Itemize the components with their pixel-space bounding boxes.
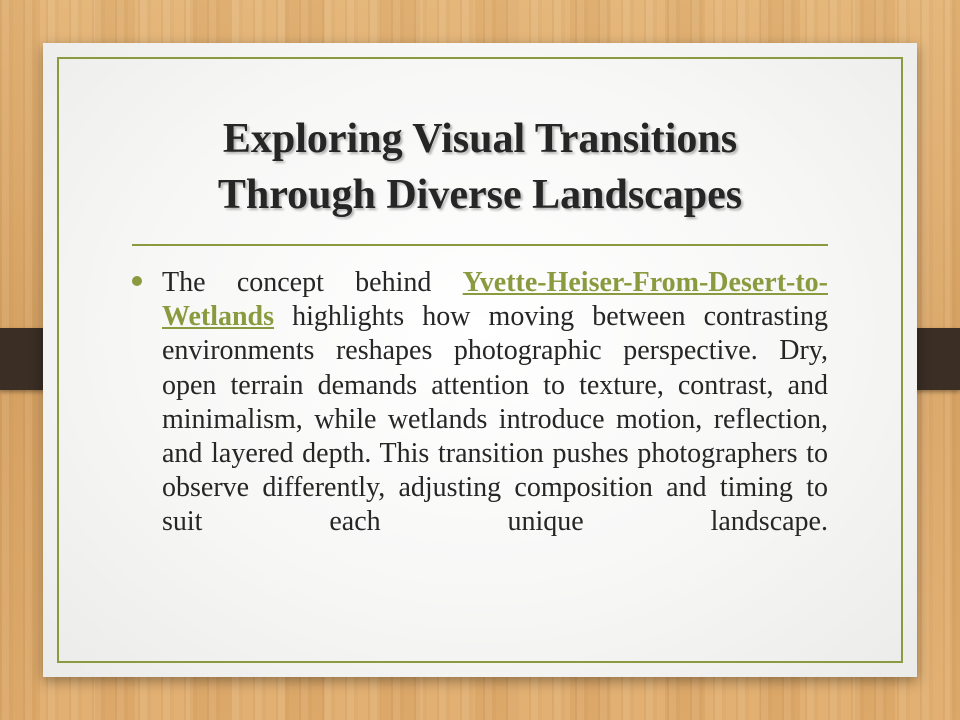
bullet-paragraph [162,266,828,540]
desert-to-wetlands-link[interactable]: Yvette-Heiser-From-Desert-to-Wetlands [162,267,828,333]
bullet-text-after-link: highlights how moving between contrasting environments reshapes photographic perspective. Dry, open terrain demands attention to texture, contrast, and minimalism, while wetlands introduce motion, reflection, and layered depth. This transition pushes photographers to observe differently, adjusting composition and timing to suit each unique landscape. [162,301,828,538]
bullet-text-before-link: The concept behind [162,267,463,298]
bullet-dot-icon [132,276,142,286]
slide-title [43,111,917,223]
slide-card [43,43,917,677]
slide-title-line-2: Through Diverse Landscapes [217,172,743,218]
slide-title-line-1: Exploring Visual Transitions [222,116,738,162]
title-divider [132,244,828,246]
bullet-item [132,266,828,540]
